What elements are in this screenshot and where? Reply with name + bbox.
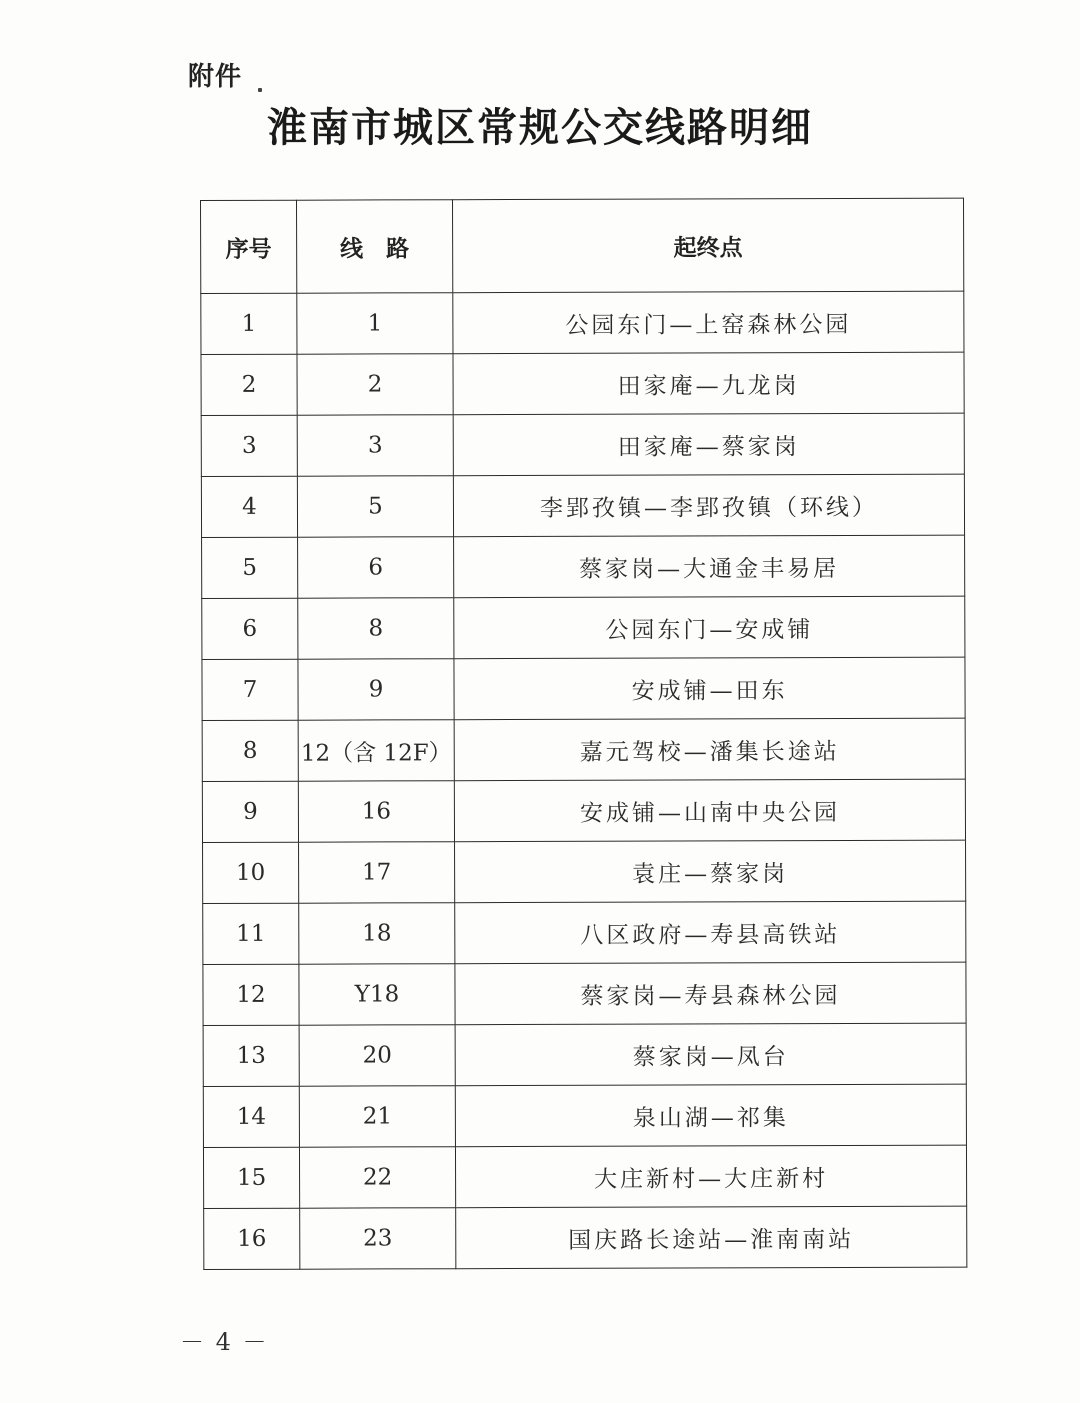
cell-line: 21 — [299, 1086, 455, 1147]
attachment-dot — [258, 88, 262, 92]
cell-no: 5 — [202, 537, 298, 598]
cell-line: 22 — [299, 1147, 455, 1208]
cell-stops: 蔡家岗—寿县森林公园 — [455, 962, 966, 1025]
table-row — [201, 291, 964, 354]
cell-line: 16 — [298, 781, 454, 842]
cell-stops: 八区政府—寿县高铁站 — [455, 901, 966, 964]
cell-line: 23 — [300, 1208, 456, 1269]
cell-no: 8 — [202, 720, 298, 781]
page-number: － 4 － — [180, 1328, 269, 1356]
cell-no: 13 — [203, 1025, 299, 1086]
table-row — [203, 1145, 966, 1208]
table-row — [202, 718, 965, 781]
cell-line: 9 — [298, 659, 454, 720]
attachment-label: 附件 — [188, 62, 243, 92]
cell-line: 3 — [297, 415, 453, 476]
cell-no: 7 — [202, 659, 298, 720]
table-row — [201, 413, 964, 476]
cell-no: 12 — [203, 964, 299, 1025]
table-row — [203, 901, 966, 964]
table-row — [202, 657, 965, 720]
cell-line: 18 — [299, 903, 455, 964]
table-row — [202, 535, 965, 598]
cell-stops: 安成铺—田东 — [454, 657, 965, 720]
table-row — [201, 474, 964, 537]
cell-stops: 蔡家岗—凤台 — [455, 1023, 966, 1086]
cell-stops: 李郢孜镇—李郢孜镇（环线） — [453, 474, 964, 537]
cell-line: 20 — [299, 1025, 455, 1086]
table-row — [203, 1084, 966, 1147]
cell-no: 1 — [201, 293, 297, 354]
table-row — [204, 1206, 967, 1269]
cell-line: 1 — [297, 293, 453, 354]
cell-line: 6 — [298, 537, 454, 598]
cell-no: 6 — [202, 598, 298, 659]
cell-stops: 大庄新村—大庄新村 — [455, 1145, 966, 1208]
route-table — [200, 198, 967, 1270]
cell-no: 11 — [203, 903, 299, 964]
column-header-line: 线 路 — [297, 200, 453, 293]
cell-line: Y18 — [299, 964, 455, 1025]
cell-stops: 公园东门—上窑森林公园 — [453, 291, 964, 354]
cell-no: 3 — [201, 415, 297, 476]
cell-stops: 泉山湖—祁集 — [455, 1084, 966, 1147]
cell-stops: 公园东门—安成铺 — [454, 596, 965, 659]
table-row — [202, 596, 965, 659]
cell-line: 8 — [298, 598, 454, 659]
table-row — [203, 962, 966, 1025]
cell-stops: 国庆路长途站—淮南南站 — [456, 1206, 967, 1269]
cell-no: 9 — [202, 781, 298, 842]
cell-stops: 田家庵—九龙岗 — [453, 352, 964, 415]
page-title: 淮南市城区常规公交线路明细 — [267, 105, 813, 151]
table-row — [203, 1023, 966, 1086]
cell-line: 17 — [299, 842, 455, 903]
table-header-row — [201, 198, 964, 293]
column-header-stops: 起终点 — [453, 198, 964, 293]
cell-stops: 嘉元驾校—潘集长途站 — [454, 718, 965, 781]
cell-no: 15 — [203, 1147, 299, 1208]
table-row — [201, 352, 964, 415]
cell-line: 5 — [297, 476, 453, 537]
cell-no: 4 — [201, 476, 297, 537]
table-row — [202, 779, 965, 842]
cell-no: 10 — [203, 842, 299, 903]
cell-stops: 袁庄—蔡家岗 — [455, 840, 966, 903]
cell-stops: 蔡家岗—大通金丰易居 — [454, 535, 965, 598]
cell-stops: 安成铺—山南中央公园 — [454, 779, 965, 842]
cell-line: 12（含 12F） — [298, 720, 454, 781]
column-header-no: 序号 — [201, 200, 297, 293]
cell-no: 16 — [204, 1208, 300, 1269]
cell-line: 2 — [297, 354, 453, 415]
cell-stops: 田家庵—蔡家岗 — [453, 413, 964, 476]
cell-no: 14 — [203, 1086, 299, 1147]
table-row — [203, 840, 966, 903]
cell-no: 2 — [201, 354, 297, 415]
